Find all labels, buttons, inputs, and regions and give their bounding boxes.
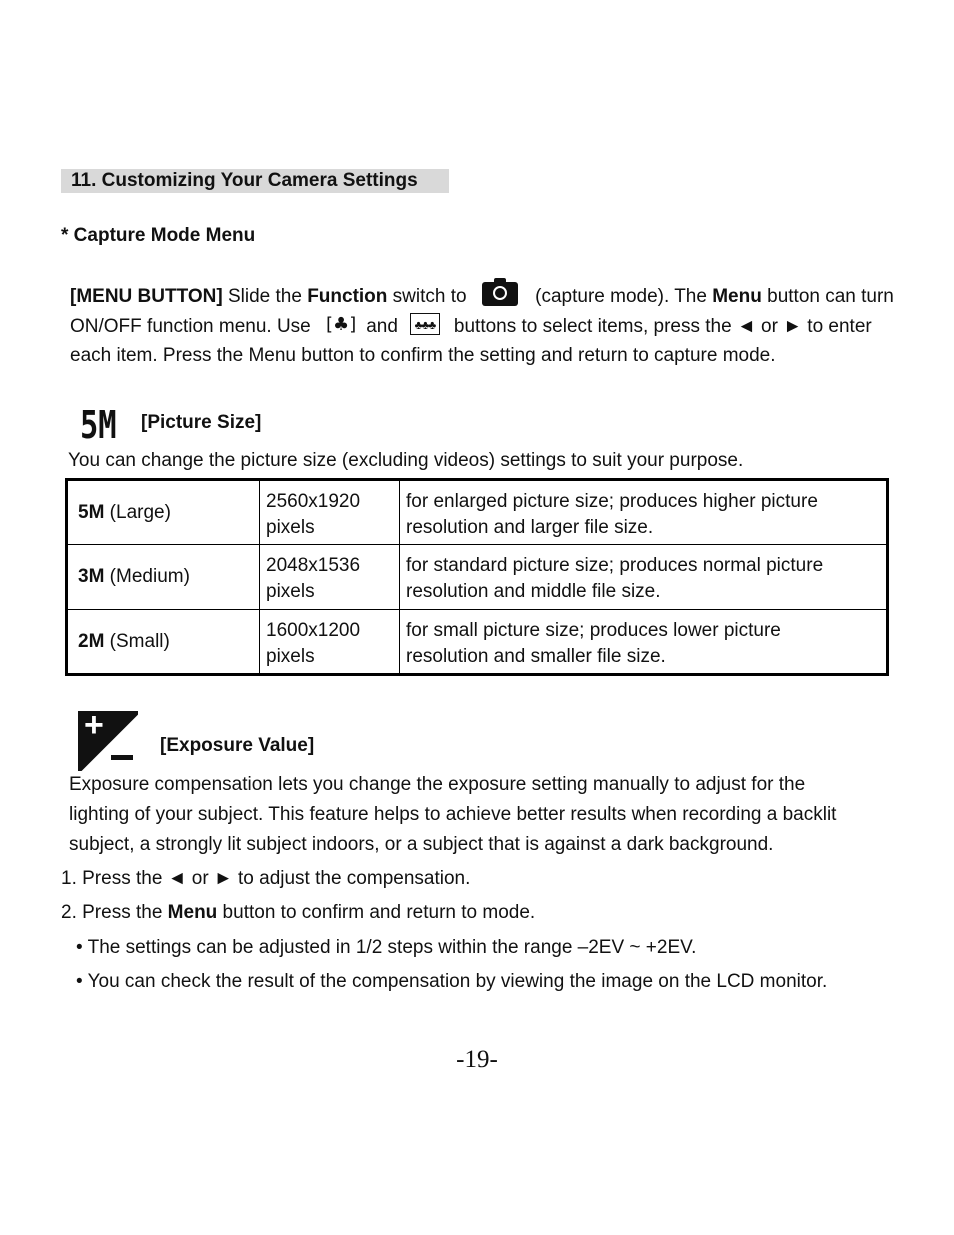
picture-size-description: You can change the picture size (excluding videos) settings to suit your purpose. <box>68 450 744 471</box>
description-cell <box>400 480 888 545</box>
exposure-description <box>69 770 919 860</box>
exposure-value-title: [Exposure Value] <box>160 735 315 756</box>
camera-icon <box>482 282 518 306</box>
picture-size-title: [Picture Size] <box>141 412 262 433</box>
description-line: resolution and middle file size. <box>406 581 661 602</box>
size-label: (Medium) <box>104 566 190 587</box>
description-line: for standard picture size; produces normal picture <box>406 555 824 576</box>
description-cell <box>400 545 888 610</box>
text: button can turn ON/OFF function menu. Use <box>70 286 894 337</box>
resolution: 2560x1920 <box>266 491 361 512</box>
resolution-unit: pixels <box>266 646 315 667</box>
table-row <box>67 545 888 610</box>
text: switch to <box>387 286 472 307</box>
step-1: 1. Press the ◄ or ► to adjust the compensation. <box>61 868 471 889</box>
text: (capture mode). The <box>529 286 713 307</box>
resolution-unit: pixels <box>266 517 315 538</box>
resolution: 2048x1536 <box>266 555 361 576</box>
wide-angle-icon: [♣] <box>326 313 357 335</box>
size-label: (Small) <box>104 630 170 652</box>
exposure-plus-sign: + <box>84 711 104 744</box>
size-code: 5M <box>78 501 105 523</box>
resolution-unit: pixels <box>266 581 315 602</box>
menu-bold: Menu <box>167 902 218 923</box>
text: 2. Press the <box>61 902 168 923</box>
description-cell <box>400 610 888 675</box>
picture-size-table <box>65 478 889 676</box>
exposure-line: subject, a strongly lit subject indoors, or a subject that is against a dark background. <box>69 834 774 855</box>
bullet-2: • You can check the result of the compensation by viewing the image on the LCD monitor. <box>76 971 828 992</box>
exposure-line: lighting of your subject. This feature helps to achieve better results when recording a backlit <box>69 804 837 825</box>
size-cell <box>67 545 260 610</box>
telephoto-icon: ♣♣♣ <box>410 313 440 335</box>
menu-bold: Menu <box>712 286 762 307</box>
picture-size-icon: 5M <box>80 403 117 447</box>
text: Slide the <box>222 286 308 307</box>
description-line: resolution and larger file size. <box>406 517 654 538</box>
size-cell <box>67 480 260 545</box>
function-bold: Function <box>307 286 388 307</box>
description-line: for small picture size; produces lower picture <box>406 620 781 641</box>
table-row <box>67 480 888 545</box>
resolution: 1600x1200 <box>266 620 361 641</box>
menu-button-label: [MENU BUTTON] <box>70 286 223 307</box>
resolution-cell <box>260 545 400 610</box>
size-code: 3M <box>78 566 105 587</box>
text: buttons to select items, press the ◄ or ► to enter each item. Press the Menu button to confirm the setting and return to capture mode. <box>70 315 872 367</box>
size-label: (Large) <box>104 501 171 523</box>
description-line: resolution and smaller file size. <box>406 646 666 667</box>
exposure-value-icon <box>78 711 138 771</box>
resolution-cell <box>260 610 400 675</box>
description-line: for enlarged picture size; produces higher picture <box>406 491 818 512</box>
size-code: 2M <box>78 630 105 652</box>
page-number: -19- <box>456 1046 498 1073</box>
exposure-line: Exposure compensation lets you change the exposure setting manually to adjust for the <box>69 774 806 795</box>
size-cell <box>67 610 260 675</box>
text: button to confirm and return to mode. <box>217 902 536 923</box>
bullet-1: • The settings can be adjusted in 1/2 steps within the range –2EV ~ +2EV. <box>76 937 697 958</box>
step-2 <box>61 902 535 924</box>
exposure-minus-sign <box>111 755 133 760</box>
section-title: 11. Customizing Your Camera Settings <box>61 169 449 193</box>
table-row <box>67 610 888 675</box>
menu-button-paragraph <box>70 282 910 371</box>
text: and <box>366 315 398 337</box>
resolution-cell <box>260 480 400 545</box>
capture-mode-heading: * Capture Mode Menu <box>61 225 256 246</box>
